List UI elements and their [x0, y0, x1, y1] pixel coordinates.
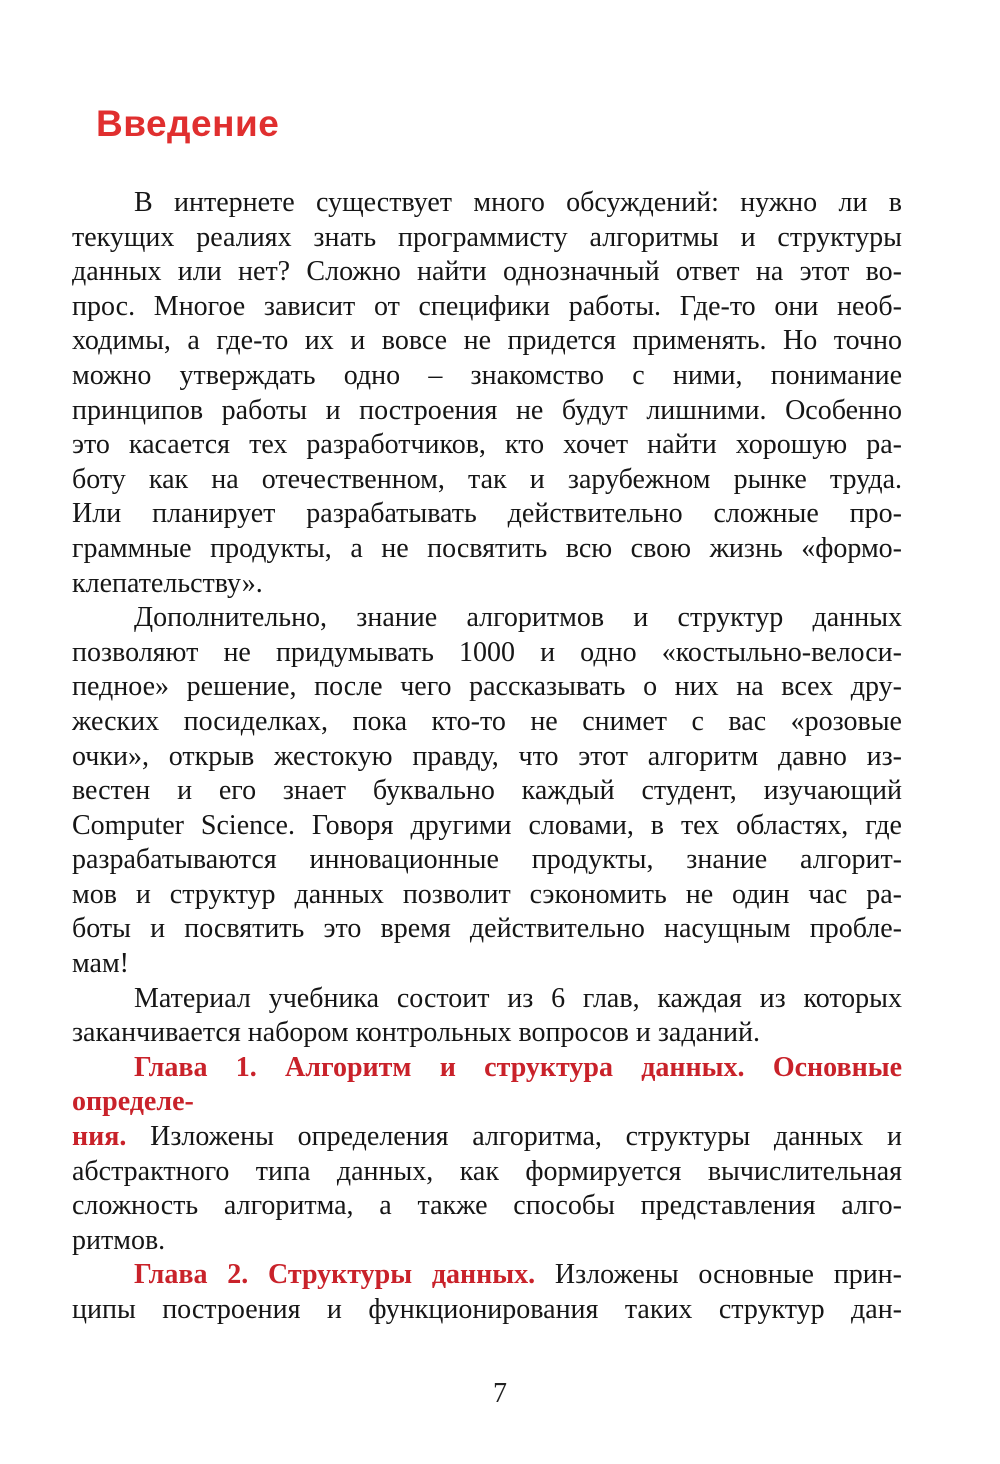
text-line — [72, 1293, 902, 1328]
body-text: данных или нет? Сложно найти однозначный ответ на этот во- — [72, 256, 902, 288]
body-text: ходимы, а где-то их и вовсе не придется применять. Но точно — [72, 325, 902, 357]
text-line — [72, 532, 902, 567]
text-line — [72, 809, 902, 844]
text-line — [72, 463, 902, 498]
text-line — [72, 255, 902, 290]
body-text: жеских посиделках, пока кто-то не снимет с вас «розовые — [72, 705, 902, 737]
body-text: заканчивается набором контрольных вопросов и заданий. — [72, 1017, 760, 1049]
body-text: Дополнительно, знание алгоритмов и структур данных — [134, 602, 902, 634]
body-text: очки», открыв жестокую правду, что этот алгоритм давно из- — [72, 740, 902, 772]
text-line — [72, 947, 902, 982]
body-text: Изложены основные прин- — [535, 1259, 902, 1291]
text-line — [72, 601, 902, 636]
body-text: мов и структур данных позволит сэкономить не один час ра- — [72, 878, 902, 910]
body-text: Или планирует разрабатывать действительно сложные про- — [72, 498, 902, 530]
text-line — [72, 843, 902, 878]
text-line — [72, 1016, 902, 1051]
text-line — [72, 1155, 902, 1190]
text-line — [72, 567, 902, 602]
page-body — [72, 186, 902, 1328]
body-text: клепательству». — [72, 567, 263, 599]
body-text: вестен и его знает буквально каждый студент, изучающий — [72, 775, 902, 807]
body-text: Computer Science. Говоря другими словами, в тех областях, где — [72, 809, 902, 841]
body-text: позволяют не придумывать 1000 и одно «костыльно-велоси- — [72, 636, 902, 668]
body-text: разрабатываются инновационные продукты, знание алгорит- — [72, 844, 902, 876]
text-line — [72, 497, 902, 532]
body-text: боты и посвятить это время действительно насущным пробле- — [72, 913, 902, 945]
text-line — [72, 670, 902, 705]
chapter-heading-text: Глава 1. Алгоритм и структура данных. Основные определе- — [72, 1051, 902, 1118]
text-line — [72, 221, 902, 256]
text-line — [72, 1224, 902, 1259]
body-text: граммные продукты, а не посвятить всю свою жизнь «формо- — [72, 532, 902, 564]
body-text: боту как на отечественном, так и зарубежном рынке труда. — [72, 463, 902, 495]
body-text: прос. Многое зависит от специфики работы. Где-то они необ- — [72, 290, 902, 322]
body-text: ритмов. — [72, 1224, 166, 1256]
text-line — [72, 394, 902, 429]
body-text: можно утверждать одно – знакомство с ними, понимание — [72, 359, 902, 391]
body-text: сложность алгоритма, а также способы представления алго- — [72, 1190, 902, 1222]
body-text: ципы построения и функционирования таких структур дан- — [72, 1294, 902, 1325]
text-line — [72, 740, 902, 775]
body-text: Изложены определения алгоритма, структуры данных и — [126, 1121, 902, 1153]
body-text: текущих реалиях знать программисту алгоритмы и структуры — [72, 221, 902, 253]
text-line — [72, 774, 902, 809]
text-line — [72, 1051, 902, 1120]
body-text: это касается тех разработчиков, кто хочет найти хорошую ра- — [72, 429, 902, 461]
text-line — [72, 359, 902, 394]
body-text: абстрактного типа данных, как формируется вычислительная — [72, 1155, 902, 1187]
chapter-heading-text: ния. — [72, 1121, 127, 1153]
text-line — [72, 428, 902, 463]
chapter-heading-text: Глава 2. Структуры данных. — [134, 1259, 536, 1291]
body-text: принципов работы и построения не будут лишними. Особенно — [72, 394, 902, 426]
text-line — [72, 1189, 902, 1224]
page-title: Введение — [96, 103, 280, 144]
text-line — [72, 636, 902, 671]
text-line — [72, 912, 902, 947]
page-number: 7 — [493, 1378, 507, 1409]
body-text: педное» решение, после чего рассказывать о них на всех дру- — [72, 671, 902, 703]
text-line — [72, 878, 902, 913]
text-line — [72, 186, 902, 221]
body-text: В интернете существует много обсуждений: нужно ли в — [134, 187, 902, 218]
text-line — [72, 705, 902, 740]
body-text: мам! — [72, 948, 129, 980]
text-line — [72, 1120, 902, 1155]
text-line — [72, 1258, 902, 1293]
text-line — [72, 290, 902, 325]
body-text: Материал учебника состоит из 6 глав, каждая из которых — [134, 982, 902, 1014]
text-line — [72, 982, 902, 1017]
text-line — [72, 324, 902, 359]
